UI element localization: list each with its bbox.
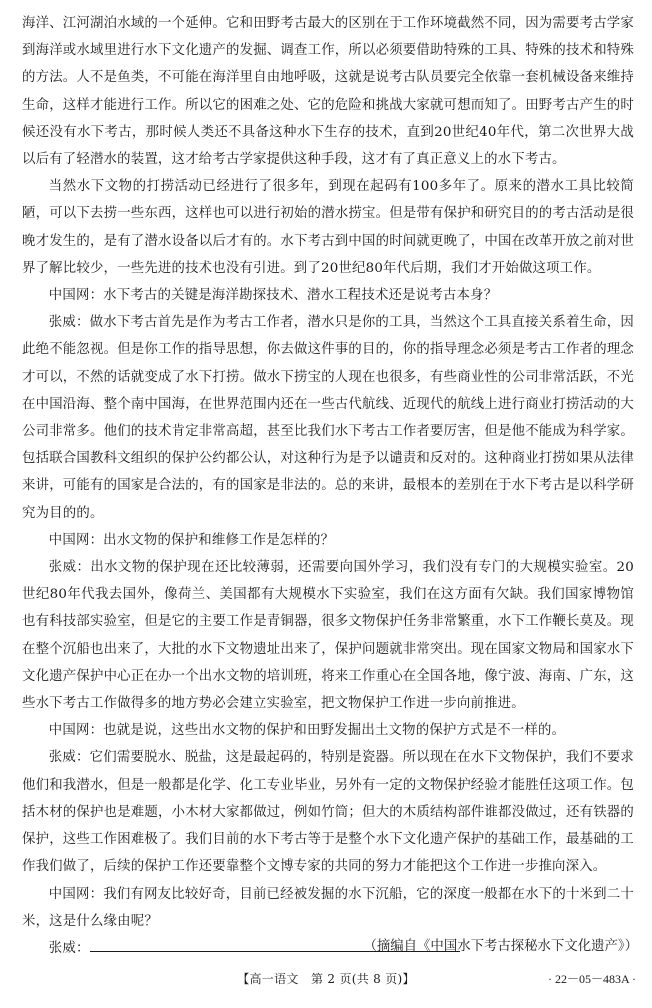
answer-3: 张威：它们需要脱水、脱盐，这是最起码的，特别是瓷器。所以现在在水下文物保护，我们不要求他们和我潜水，但是一般都是化学、化工专业毕业，另外有一定的文物保护经验才能胜任这项工作。包括木材的保护也是难题，小木材大家都做过，例如竹筒；但大的木质结构部件谁都没做过，还有铁器的保护，这些工作困难极了。我们目前的水下考古等于是整个水下文化遗产保护的基础工作，最基础的工作我们做了，后续的保护工作还要靠整个文博专家的共同的努力才能把这个工作进一步推向深入。 [22,750,634,875]
answer-2: 张威：出水文物的保护现在还比较薄弱，还需要向国外学习，我们没有专门的大规模实验室。20世纪80年代我去国外，像荷兰、美国都有大规模水下实验室，我们在这方面有欠缺。我们国家博物馆也有科技部实验室，但是它的主要工作是青铜器，很多文物保护任务非常繁重，水下工作鞭长莫及。现在整个沉船也出来了，大批的水下文物遗址出来了，保护问题就非常突出。现在国家文物局和国家水下文化遗产保护中心正在办一个出水文物的培训班，将来工作重心在全国各地，像宁波、海南、广东，这些水下考古工作做得多的地方势必会建立实验室，把文物保护工作进一步向前推进。 [22,560,634,712]
question-2: 中国网：出水文物的保护和维修工作是怎样的？ [48,532,335,548]
article-body [22,10,634,962]
question-4: 中国网：我们有网友比较好奇，目前已经被发掘的水下沉船，它的深度一般都在水下的十米到二十米，这是什么缘由呢？ [22,886,634,929]
source-citation: （摘编自《中国水下考古探秘水下文化遗产》） [363,939,638,954]
answer-1: 张威：做水下考古首先是作为考古工作者，潜水只是你的工具，当然这个工具直接关系着生命，因此绝不能忽视。但是你工作的指导思想，你去做这件事的目的，你的指导理念必须是考古工作者的理念才可以，不然的话就变成了水下打捞。做水下捞宝的人现在也很多，有些商业性的公司非常活跃，不光在中国沿海、整个南中国海，在世界范围内还在一些古代航线、近现代的航线上进行商业打捞活动的大公司非常多。他们的技术肯定非常高超，甚至比我们水下考古工作者要厉害，但是他不能成为科学家。包括联合国教科文组织的保护公约都公认，对这种行为是予以谴责和反对的。这种商业打捞如果从法律来讲，可能有的国家是合法的，有的国家是非法的。总的来讲，最根本的差别在于水下考古是以科学研究为目的的。 [22,315,634,521]
page-footer [0,968,652,990]
footer-exam-code: · 22－05－483A · [548,972,636,986]
answer-prompt: 张威： [48,940,90,956]
paragraph-2: 当然水下文物的打捞活动已经进行了很多年，到现在起码有100多年了。原来的潜水工具比较简陋，可以下去捞一些东西，这样也可以进行初始的潜水捞宝。但是带有保护和研究目的的考古活动是很晚才发生的，是有了潜水设备以后才有的。水下考古到中国的时间就更晚了，中国在改革开放之前对世界了解比较少，一些先进的技术也没有引进。到了20世纪80年代后期，我们才开始做这项工作。 [22,179,634,276]
footer-page-label: 【高一语文 第 2 页(共 8 页)】 [237,972,415,986]
question-1: 中国网：水下考古的关键是海洋勘探技术、潜水工程技术还是说考古本身？ [48,288,498,304]
question-3: 中国网：也就是说，这些出水文物的保护和田野发掘出土文物的保护方式是不一样的。 [48,723,566,739]
paragraph-1: 海洋、江河湖泊水域的一个延伸。它和田野考古最大的区别在于工作环境截然不同，因为需要考古学家到海洋或水域里进行水下文化遗产的发掘、调查工作，所以必须要借助特殊的工具、特殊的技术和特殊的方法。人不是鱼类，不可能在海洋里自由地呼吸，这就是说考古队员要完全依靠一套机械设备来维持生命，这样才能进行工作。所以它的困难之处、它的危险和挑战大家就可想而知了。田野考古产生的时候还没有水下考古，那时候人类还不具备这种水下生存的技术，直到20世纪40年代，第二次世界大战以后有了轻潜水的装置，这才给考古学家提供这种手段，这才有了真正意义上的水下考古。 [22,16,634,168]
